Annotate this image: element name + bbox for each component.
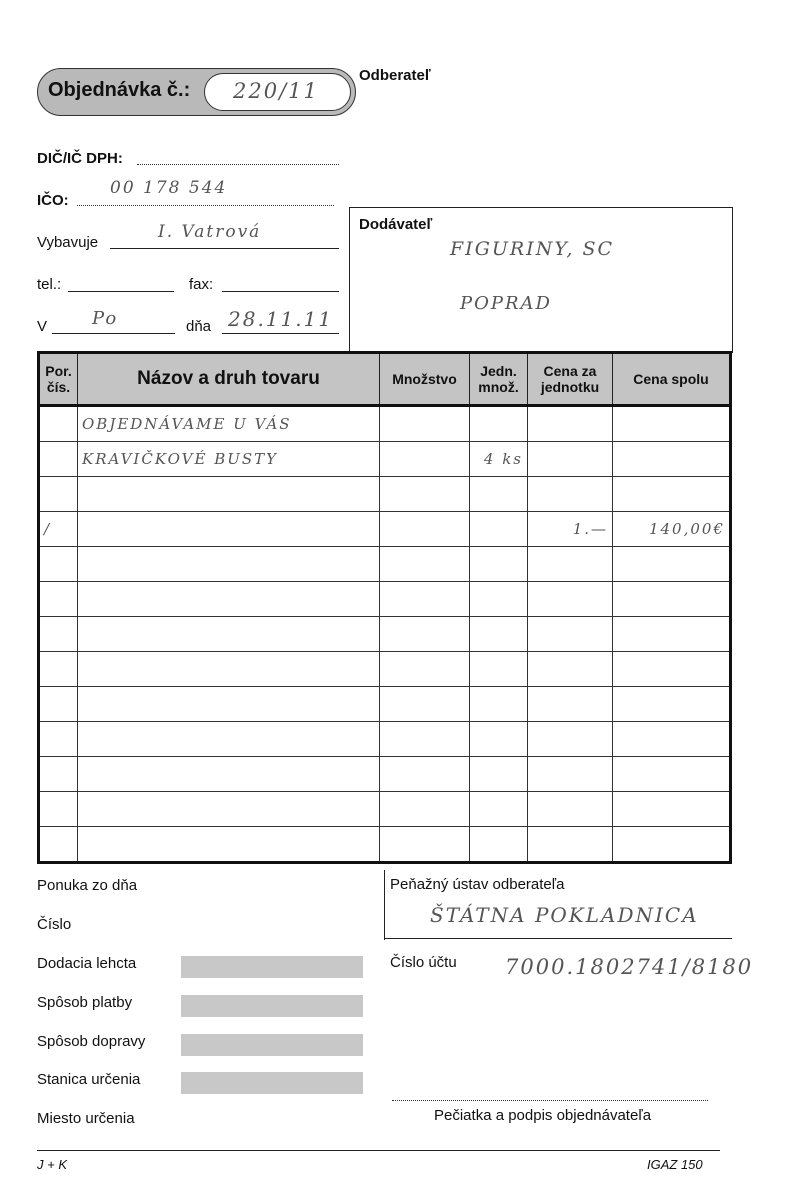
signature-label: Pečiatka a podpis objednávateľa	[434, 1107, 652, 1124]
cell-unit[interactable]	[470, 582, 528, 617]
cell-unit[interactable]	[470, 687, 528, 722]
place-label: V	[37, 318, 48, 335]
cell-total[interactable]	[613, 477, 731, 512]
cell-name[interactable]	[78, 652, 380, 687]
supplier-city: POPRAD	[460, 293, 552, 314]
order-number-box	[37, 68, 356, 116]
table-header-row	[39, 353, 731, 406]
tel-label: tel.:	[37, 276, 62, 293]
table-row	[39, 477, 731, 512]
cell-no[interactable]	[39, 722, 78, 757]
cell-unit-price[interactable]	[528, 547, 613, 582]
table-row	[39, 827, 731, 863]
cell-qty[interactable]	[380, 827, 470, 863]
order-number-field[interactable]	[204, 73, 351, 111]
table-row	[39, 722, 731, 757]
prepared-by-label: Vybavuje	[37, 234, 99, 251]
cell-unit-price[interactable]	[528, 442, 613, 477]
cell-unit-price[interactable]	[528, 687, 613, 722]
cell-total[interactable]	[613, 722, 731, 757]
table-row	[39, 442, 731, 477]
cell-total[interactable]	[613, 757, 731, 792]
form-code: IGAZ 150	[647, 1157, 703, 1172]
signature-line[interactable]	[392, 1100, 708, 1101]
dic-label: DIČ/IČ DPH:	[37, 150, 123, 167]
date-label: dňa	[186, 318, 212, 335]
cell-no[interactable]	[39, 792, 78, 827]
cell-total[interactable]	[613, 827, 731, 863]
cell-unit[interactable]	[470, 617, 528, 652]
prepared-by-field[interactable]	[110, 248, 339, 249]
cell-qty[interactable]	[380, 547, 470, 582]
cell-no[interactable]	[39, 406, 78, 442]
cell-unit-price[interactable]	[528, 477, 613, 512]
cell-total[interactable]	[613, 547, 731, 582]
table-row	[39, 512, 731, 547]
cell-name[interactable]	[78, 477, 380, 512]
cell-name[interactable]	[78, 757, 380, 792]
cell-name[interactable]	[78, 792, 380, 827]
cell-unit-price[interactable]	[528, 582, 613, 617]
cell-unit[interactable]	[470, 477, 528, 512]
cell-name[interactable]	[78, 827, 380, 863]
bank-divider	[384, 870, 385, 940]
table-row	[39, 582, 731, 617]
cell-no[interactable]	[39, 652, 78, 687]
col-header-unit: Jedn. množ.	[470, 353, 528, 406]
cell-no[interactable]: /	[39, 512, 78, 547]
cell-total[interactable]	[613, 582, 731, 617]
col-header-name: Názov a druh tovaru	[78, 353, 380, 406]
cell-unit[interactable]	[470, 652, 528, 687]
bank-label: Peňažný ústav odberateľa	[390, 876, 565, 893]
cell-total[interactable]	[613, 652, 731, 687]
payment-method-field[interactable]	[181, 995, 363, 1017]
cell-total[interactable]	[613, 687, 731, 722]
buyer-label: Odberateľ	[359, 67, 431, 84]
transport-method-field[interactable]	[181, 1034, 363, 1056]
cell-total[interactable]	[613, 792, 731, 827]
ico-value: 00 178 544	[110, 178, 228, 198]
cell-unit-price[interactable]	[528, 617, 613, 652]
cell-unit-price[interactable]	[528, 827, 613, 863]
items-table	[37, 351, 732, 864]
cell-no[interactable]	[39, 827, 78, 863]
cell-total[interactable]: 140,00€	[613, 512, 731, 547]
supplier-label: Dodávateľ	[359, 216, 433, 233]
destination-station-label: Stanica určenia	[37, 1071, 141, 1088]
ico-label: IČO:	[37, 192, 69, 209]
cell-unit-price[interactable]: 1.—	[528, 512, 613, 547]
col-header-total: Cena spolu	[613, 353, 731, 406]
col-header-unit-price: Cena za jednotku	[528, 353, 613, 406]
cell-qty[interactable]	[380, 652, 470, 687]
place-value: Po	[92, 308, 119, 329]
supplier-box	[349, 207, 733, 353]
cell-qty[interactable]	[380, 442, 470, 477]
cell-name[interactable]	[78, 547, 380, 582]
cell-name[interactable]	[78, 617, 380, 652]
account-label: Číslo účtu	[390, 954, 457, 971]
date-value: 28.11.11	[228, 307, 334, 331]
destination-station-field[interactable]	[181, 1072, 363, 1094]
date-field[interactable]	[222, 333, 339, 334]
cell-qty[interactable]	[380, 722, 470, 757]
cell-qty[interactable]	[380, 582, 470, 617]
cell-unit[interactable]	[470, 827, 528, 863]
bank-underline	[384, 938, 732, 939]
cell-name[interactable]	[78, 722, 380, 757]
cell-unit-price[interactable]	[528, 792, 613, 827]
cell-unit[interactable]	[470, 757, 528, 792]
fax-label: fax:	[189, 276, 214, 293]
cell-qty[interactable]	[380, 617, 470, 652]
cell-qty[interactable]	[380, 757, 470, 792]
cell-no[interactable]	[39, 582, 78, 617]
dic-field[interactable]	[137, 164, 339, 165]
table-row	[39, 687, 731, 722]
cell-unit[interactable]	[470, 406, 528, 442]
destination-place-label: Miesto určenia	[37, 1110, 135, 1127]
table-row	[39, 406, 731, 442]
cell-unit-price[interactable]	[528, 652, 613, 687]
supplier-name: FIGURINY, SC	[450, 238, 615, 260]
cell-name[interactable]	[78, 512, 380, 547]
cell-qty[interactable]	[380, 792, 470, 827]
table-row	[39, 757, 731, 792]
cell-total[interactable]	[613, 406, 731, 442]
delivery-term-field[interactable]	[181, 956, 363, 978]
cell-qty[interactable]	[380, 477, 470, 512]
tel-field[interactable]	[68, 291, 174, 292]
delivery-term-label: Dodacia lehcta	[37, 955, 137, 972]
cell-unit-price[interactable]	[528, 406, 613, 442]
prepared-by-value: I. Vatrová	[158, 222, 262, 242]
place-field[interactable]	[52, 333, 175, 334]
cell-no[interactable]	[39, 617, 78, 652]
table-row	[39, 792, 731, 827]
cell-no[interactable]	[39, 687, 78, 722]
ico-field[interactable]	[77, 205, 334, 206]
col-header-qty: Množstvo	[380, 353, 470, 406]
cell-unit-price[interactable]	[528, 757, 613, 792]
table-row	[39, 652, 731, 687]
cell-name[interactable]	[78, 582, 380, 617]
fax-field[interactable]	[222, 291, 339, 292]
cell-unit[interactable]	[470, 547, 528, 582]
bottom-rule	[37, 1150, 720, 1151]
transport-method-label: Spôsob dopravy	[37, 1033, 146, 1050]
publisher-mark: J + K	[37, 1157, 67, 1172]
cell-qty[interactable]	[380, 687, 470, 722]
cell-unit[interactable]	[470, 792, 528, 827]
cell-unit[interactable]: 4 ks	[470, 442, 528, 477]
payment-method-label: Spôsob platby	[37, 994, 133, 1011]
cell-total[interactable]	[613, 617, 731, 652]
cell-name[interactable]: KRAVIČKOVÉ BUSTY	[78, 442, 380, 477]
cell-unit[interactable]	[470, 722, 528, 757]
offer-number-label: Číslo	[37, 916, 72, 933]
cell-unit[interactable]	[470, 512, 528, 547]
cell-name[interactable]	[78, 687, 380, 722]
cell-no[interactable]	[39, 477, 78, 512]
cell-qty[interactable]	[380, 512, 470, 547]
order-label: Objednávka č.:	[48, 79, 191, 101]
account-value: 7000.1802741/8180	[505, 955, 754, 979]
cell-no[interactable]	[39, 547, 78, 582]
cell-qty[interactable]	[380, 406, 470, 442]
cell-no[interactable]	[39, 757, 78, 792]
cell-no[interactable]	[39, 442, 78, 477]
table-row	[39, 547, 731, 582]
cell-unit-price[interactable]	[528, 722, 613, 757]
cell-total[interactable]	[613, 442, 731, 477]
offer-date-label: Ponuka zo dňa	[37, 877, 138, 894]
table-row	[39, 617, 731, 652]
bank-value: ŠTÁTNA POKLADNICA	[430, 903, 699, 927]
col-header-no: Por. čís.	[39, 353, 78, 406]
cell-name[interactable]: OBJEDNÁVAME U VÁS	[78, 406, 380, 442]
order-number-value: 220/11	[233, 79, 319, 103]
